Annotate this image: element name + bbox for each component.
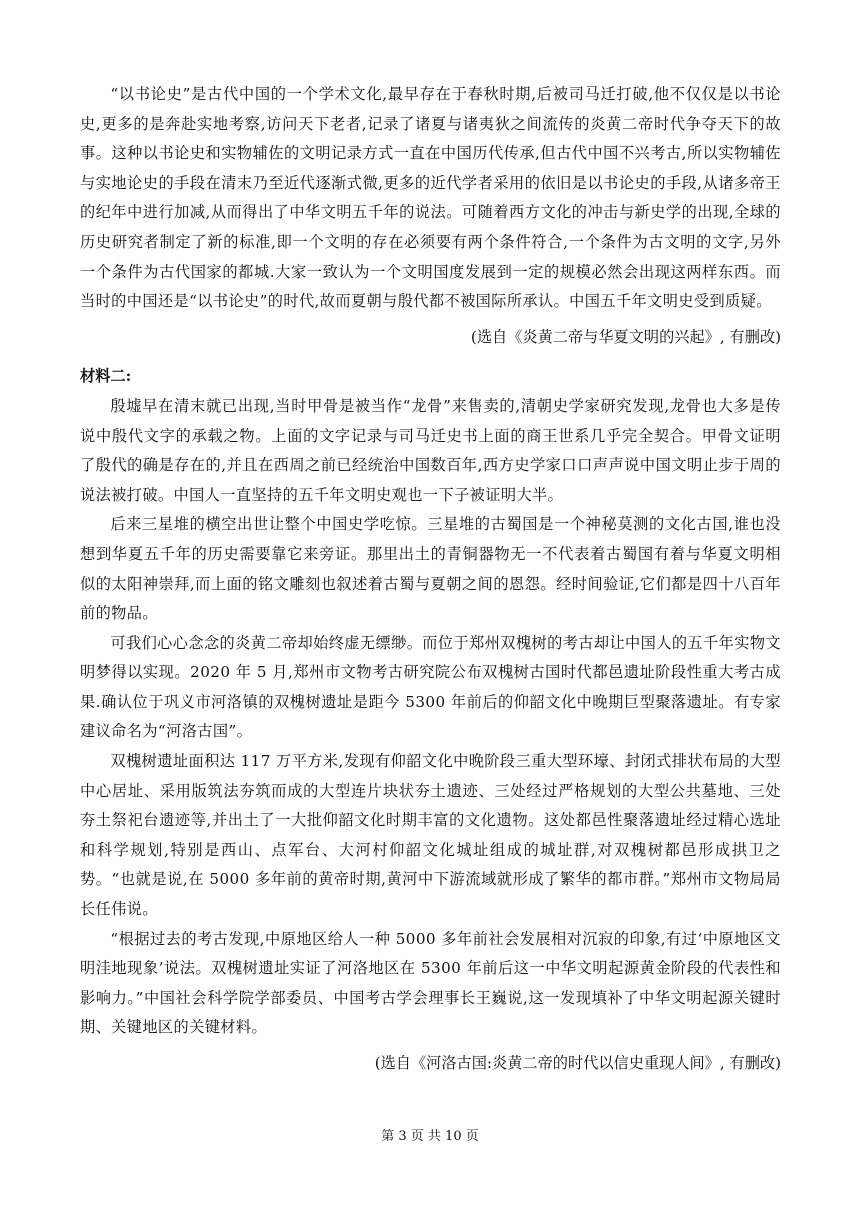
material-two-paragraph-5: “根据过去的考古发现,中原地区给人一种 5000 多年前社会发展相对沉寂的印象,有过‘中原地区文明洼地现象’说法。双槐树遗址实证了河洛地区在 5300 年前后这一中华文明起源黄金阶段的代表性和影响力。”中国社会科学院学部委员、中国考古学会理事长王巍说,这一发现填补了中华文明起源关键时期、关键地区的关键材料。 bbox=[80, 929, 781, 1037]
material-two-paragraph-1: 殷墟早在清末就已出现,当时甲骨是被当作“龙骨”来售卖的,清朝史学家研究发现,龙骨也大多是传说中殷代文字的承载之物。上面的文字记录与司马迁史书上面的商王世系几乎完全契合。甲骨文证明了殷代的确是存在的,并且在西周之前已经统治中国数百年,西方史学家口口声声说中国文明止步于周的说法被打破。中国人一直坚持的五千年文明史观也一下子被证明大半。 bbox=[80, 396, 781, 504]
material-two-heading: 材料二: bbox=[80, 367, 132, 386]
material-two-paragraph-3: 可我们心心念念的炎黄二帝却始终虚无缥缈。而位于郑州双槐树的考古却让中国人的五千年实物文明梦得以实现。2020 年 5 月,郑州市文物考古研究院公布双槐树古国时代都邑遗址阶段性重大考古成果.确认位于巩义市河洛镇的双槐树遗址是距今 5300 年前后的仰韶文化中晚期巨型聚落遗址。有专家建议命名为“河洛古国”。 bbox=[80, 633, 781, 741]
material-two-paragraph-2: 后来三星堆的横空出世让整个中国史学吃惊。三星堆的古蜀国是一个神秘莫测的文化古国,谁也没想到华夏五千年的历史需要靠它来旁证。那里出土的青铜器物无一不代表着古蜀国有着与华夏文明相似的太阳神崇拜,而上面的铭文雕刻也叙述着古蜀与夏朝之间的恩怨。经时间验证,它们都是四十八百年前的物品。 bbox=[80, 515, 781, 623]
material-one-source: (选自《炎黄二帝与华夏文明的兴起》, 有删改) bbox=[470, 327, 781, 346]
material-two-source: (选自《河洛古国:炎黄二帝的时代以信史重现人间》, 有删改) bbox=[374, 1054, 781, 1072]
page-footer: 第 3 页 共 10 页 bbox=[381, 1129, 479, 1144]
material-one-paragraph: “以书论史”是古代中国的一个学术文化,最早存在于春秋时期,后被司马迁打破,他不仅仅是以书论史,更多的是奔赴实地考察,访问天下老者,记录了诸夏与诸夷狄之间流传的炎黄二帝时代争夺天下的故事。这种以书论史和实物辅佐的文明记录方式一直在中国历代传承,但古代中国不兴考古,所以实物辅佐与实地论史的手段在清末乃至近代逐渐式微,更多的近代学者采用的依旧是以书论史的手段,从诸多帝王的纪年中进行加减,从而得出了中华文明五千年的说法。可随着西方文化的冲击与新史学的出现,全球的历史研究者制定了新的标准,即一个文明的存在必须要有两个条件符合,一个条件为古文明的文字,另外一个条件为古代国家的都城.大家一致认为一个文明国度发展到一定的规模必然会出现这两样东西。而当时的中国还是“以书论史”的时代,故而夏朝与殷代都不被国际所承认。中国五千年文明史受到质疑。 bbox=[80, 85, 781, 311]
document-page bbox=[80, 80, 781, 1087]
material-two-paragraph-4: 双槐树遗址面积达 117 万平方米,发现有仰韶文化中晚阶段三重大型环壕、封闭式排状布局的大型中心居址、采用版筑法夯筑而成的大型连片块状夯土遗迹、三处经过严格规划的大型公共墓地、三处夯土祭祀台遗迹等,并出土了一大批仰韶文化时期丰富的文化遗物。这处都邑性聚落遗址经过精心选址和科学规划,特别是西山、点军台、大河村仰韶文化城址组成的城址群,对双槐树都邑形成拱卫之势。“也就是说,在 5000 多年前的黄帝时期,黄河中下游流域就形成了繁华的都市群。”郑州市文物局局长任伟说。 bbox=[80, 752, 781, 919]
